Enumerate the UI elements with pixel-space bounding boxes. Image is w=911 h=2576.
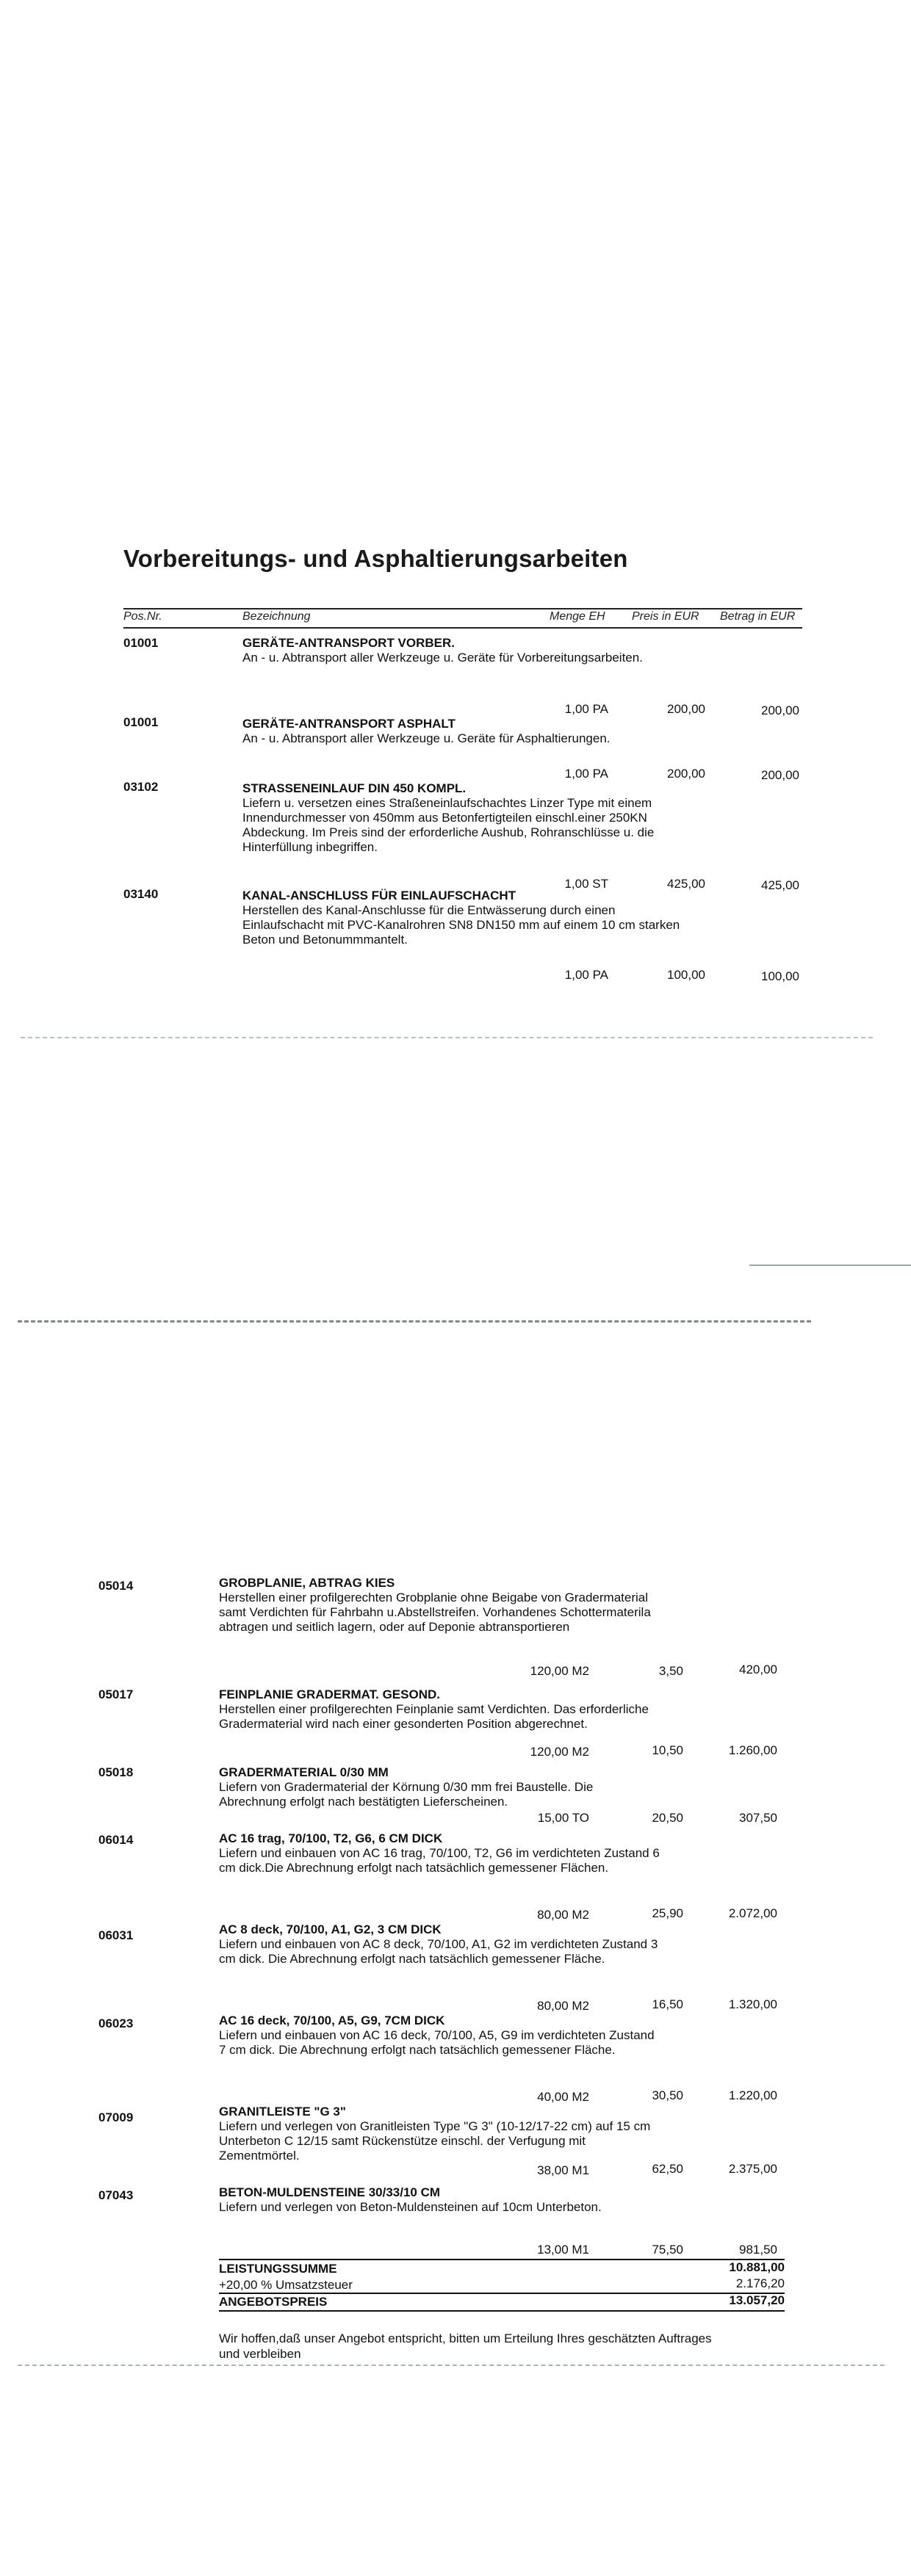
line-item-qty: 38,00 M1	[537, 2163, 589, 2177]
line-item-qty: 40,00 M2	[537, 2090, 589, 2104]
line-item-title: FEINPLANIE GRADERMAT. GESOND.	[219, 1687, 440, 1701]
line-item-pos: 03102	[123, 780, 159, 794]
line-item-description	[219, 1831, 660, 1875]
summary-ust-value: 2.176,20	[735, 2276, 785, 2290]
line-item-pos: 06023	[98, 2016, 134, 2030]
line-item-qty: 80,00 M2	[537, 1908, 589, 1922]
line-item-amount: 100,00	[761, 969, 799, 983]
line-item-price: 62,50	[652, 2162, 683, 2176]
line-item-qty: 13,00 M1	[537, 2243, 589, 2257]
line-item-price: 200,00	[667, 767, 705, 781]
line-item-qty: 80,00 M2	[537, 1999, 589, 2013]
line-item-text: Herstellen des Kanal-Anschlusse für die Entwässerung durch einen Einlaufschacht mit PVC-Kanalrohren SN8 DN150 mm auf einem 10 cm starken Beton und Betonummmantelt.	[242, 903, 680, 947]
line-item-text: Liefern von Gradermaterial der Körnung 0/30 mm frei Baustelle. Die Abrechnung erfolgt nach bestätigten Lieferscheinen.	[219, 1780, 594, 1809]
line-item-price: 75,50	[652, 2243, 683, 2257]
line-item-description	[219, 1922, 660, 1967]
line-item-title: GERÄTE-ANTRANSPORT VORBER.	[242, 636, 455, 650]
closing-text: Wir hoffen,daß unser Angebot entspricht, bitten um Erteilung Ihres geschätzten Auftrages und verbleiben	[219, 2331, 712, 2361]
line-item-text: Liefern und einbauen von AC 16 trag, 70/100, T2, G6 im verdichteten Zustand 6 cm dick.Die Abrechnung erfolgt nach tatsächlich gemessener Flächen.	[219, 1846, 660, 1875]
line-item-qty: 15,00 TO	[537, 1811, 589, 1825]
line-item-description	[219, 1687, 660, 1732]
line-item-price: 3,50	[658, 1664, 683, 1678]
line-item-description	[219, 1576, 660, 1635]
line-item-price: 16,50	[652, 1997, 683, 2011]
line-item-text: Liefern und verlegen von Granitleisten Type "G 3" (10-12/17-22 cm) auf 15 cm Unterbeton C 12/15 samt Rückenstütze einschl. der Verfugung mit Zementmörtel.	[219, 2119, 651, 2163]
line-item-description	[219, 2105, 660, 2163]
line-item-pos: 05014	[98, 1579, 134, 1593]
header-bezeichnung: Bezeichnung	[242, 610, 311, 623]
line-item-text: An - u. Abtransport aller Werkzeuge u. Geräte für Vorbereitungsarbeiten.	[242, 651, 643, 665]
line-item-description	[242, 717, 683, 746]
line-item-pos: 01001	[123, 636, 159, 650]
line-item-amount: 307,50	[739, 1811, 777, 1825]
summary-rule	[219, 2259, 785, 2260]
line-item-title: AC 16 deck, 70/100, A5, G9, 7CM DICK	[219, 2014, 445, 2027]
line-item-title: AC 8 deck, 70/100, A1, G2, 3 CM DICK	[219, 1922, 442, 1936]
line-item-pos: 01001	[123, 715, 159, 729]
header-betrag: Betrag in EUR	[720, 610, 796, 623]
line-item-price: 100,00	[667, 968, 705, 982]
line-item-text: Liefern u. versetzen eines Straßeneinlaufschachtes Linzer Type mit einem Innendurchmesser von 450mm aus Betonfertigteilen einschl.einer 250KN Abdeckung. Im Preis sind der erforderliche Aushub, Rohranschlüsse u. die Hinterfüllung inbegriffen.	[242, 796, 655, 854]
line-item-qty: 1,00 PA	[564, 702, 608, 716]
line-item-qty: 1,00 PA	[564, 767, 608, 781]
summary-angebot-label: ANGEBOTSPREIS	[219, 2295, 328, 2309]
line-item-qty: 120,00 M2	[530, 1664, 589, 1678]
line-item-price: 30,50	[652, 2088, 683, 2102]
header-bottom-rule	[123, 627, 802, 629]
line-item-pos: 06014	[98, 1833, 134, 1847]
summary-leistung-value: 10.881,00	[729, 2260, 785, 2274]
line-item-price: 20,50	[652, 1811, 683, 1825]
line-item-price: 200,00	[667, 702, 705, 716]
line-item-description	[242, 889, 683, 947]
line-item-amount: 1.220,00	[728, 2088, 777, 2102]
page-title: Vorbereitungs- und Asphaltierungsarbeiten	[123, 545, 628, 572]
line-item-pos: 07043	[98, 2188, 134, 2202]
summary-leistung-label: LEISTUNGSSUMME	[219, 2262, 337, 2276]
header-menge: Menge EH	[550, 610, 605, 623]
line-item-amount: 1.320,00	[728, 1997, 777, 2011]
line-item-text: An - u. Abtransport aller Werkzeuge u. Geräte für Asphaltierungen.	[242, 731, 611, 745]
summary-rule	[219, 2310, 785, 2312]
line-item-text: Liefern und verlegen von Beton-Muldensteinen auf 10cm Unterbeton.	[219, 2200, 602, 2214]
line-item-title: BETON-MULDENSTEINE 30/33/10 CM	[219, 2185, 441, 2199]
scan-edge-line	[18, 2365, 885, 2366]
line-item-text: Herstellen einer profilgerechten Feinplanie samt Verdichten. Das erforderliche Gradermaterial wird nach einer gesonderten Position abgerechnet.	[219, 1702, 649, 1731]
line-item-title: GERÄTE-ANTRANSPORT ASPHALT	[242, 717, 455, 731]
line-item-title: GRANITLEISTE "G 3"	[219, 2105, 346, 2119]
summary-block	[219, 2259, 785, 2318]
line-item-pos: 06031	[98, 1928, 134, 1942]
line-item-description	[219, 1765, 660, 1809]
line-item-description	[242, 781, 683, 855]
line-item-amount: 425,00	[761, 878, 799, 892]
line-item-description	[219, 2014, 660, 2058]
line-item-pos: 05017	[98, 1687, 134, 1701]
line-item-amount: 1.260,00	[728, 1743, 777, 1757]
line-item-amount: 2.072,00	[728, 1906, 777, 1920]
scan-edge-line	[749, 1265, 911, 1266]
line-item-qty: 1,00 ST	[564, 877, 608, 891]
line-item-title: GROBPLANIE, ABTRAG KIES	[219, 1576, 395, 1590]
line-item-amount: 200,00	[761, 703, 799, 717]
line-item-text: Liefern und einbauen von AC 8 deck, 70/100, A1, G2 im verdichteten Zustand 3 cm dick. Die Abrechnung erfolgt nach tatsächlich gemessener Fläche.	[219, 1937, 658, 1966]
scan-edge-line	[18, 1320, 811, 1323]
line-item-title: STRASSENEINLAUF DIN 450 KOMPL.	[242, 781, 467, 795]
line-item-amount: 2.375,00	[728, 2162, 777, 2176]
line-item-title: KANAL-ANSCHLUSS FÜR EINLAUFSCHACHT	[242, 889, 516, 902]
line-item-title: GRADERMATERIAL 0/30 MM	[219, 1765, 389, 1779]
summary-rule	[219, 2293, 785, 2294]
header-pos: Pos.Nr.	[123, 610, 162, 623]
line-item-amount: 981,50	[739, 2243, 777, 2257]
line-item-text: Herstellen einer profilgerechten Grobplanie ohne Beigabe von Gradermaterial samt Verdichten für Fahrbahn u.Abstellstreifen. Vorhandenes Schottermaterila abtragen und seitlich lagern, oder auf Deponie abtransportieren	[219, 1591, 651, 1634]
line-item-price: 25,90	[652, 1906, 683, 1920]
line-item-qty: 120,00 M2	[530, 1745, 589, 1759]
summary-ust-label: +20,00 % Umsatzsteuer	[219, 2278, 353, 2292]
line-item-pos: 05018	[98, 1765, 134, 1779]
header-preis: Preis in EUR	[632, 610, 699, 623]
line-item-amount: 420,00	[739, 1663, 777, 1676]
line-item-description	[242, 636, 683, 665]
line-item-pos: 03140	[123, 887, 159, 901]
summary-angebot-value: 13.057,20	[729, 2293, 785, 2307]
line-item-price: 425,00	[667, 877, 705, 891]
line-item-pos: 07009	[98, 2110, 134, 2124]
line-item-title: AC 16 trag, 70/100, T2, G6, 6 CM DICK	[219, 1831, 443, 1845]
line-item-qty: 1,00 PA	[564, 968, 608, 982]
line-item-text: Liefern und einbauen von AC 16 deck, 70/100, A5, G9 im verdichteten Zustand 7 cm dick. Die Abrechnung erfolgt nach tatsächlich gemessener Fläche.	[219, 2028, 655, 2057]
line-item-price: 10,50	[652, 1743, 683, 1757]
line-item-description	[219, 2185, 660, 2215]
line-item-amount: 200,00	[761, 768, 799, 782]
table-header	[123, 608, 802, 627]
scan-edge-line	[21, 1037, 873, 1038]
